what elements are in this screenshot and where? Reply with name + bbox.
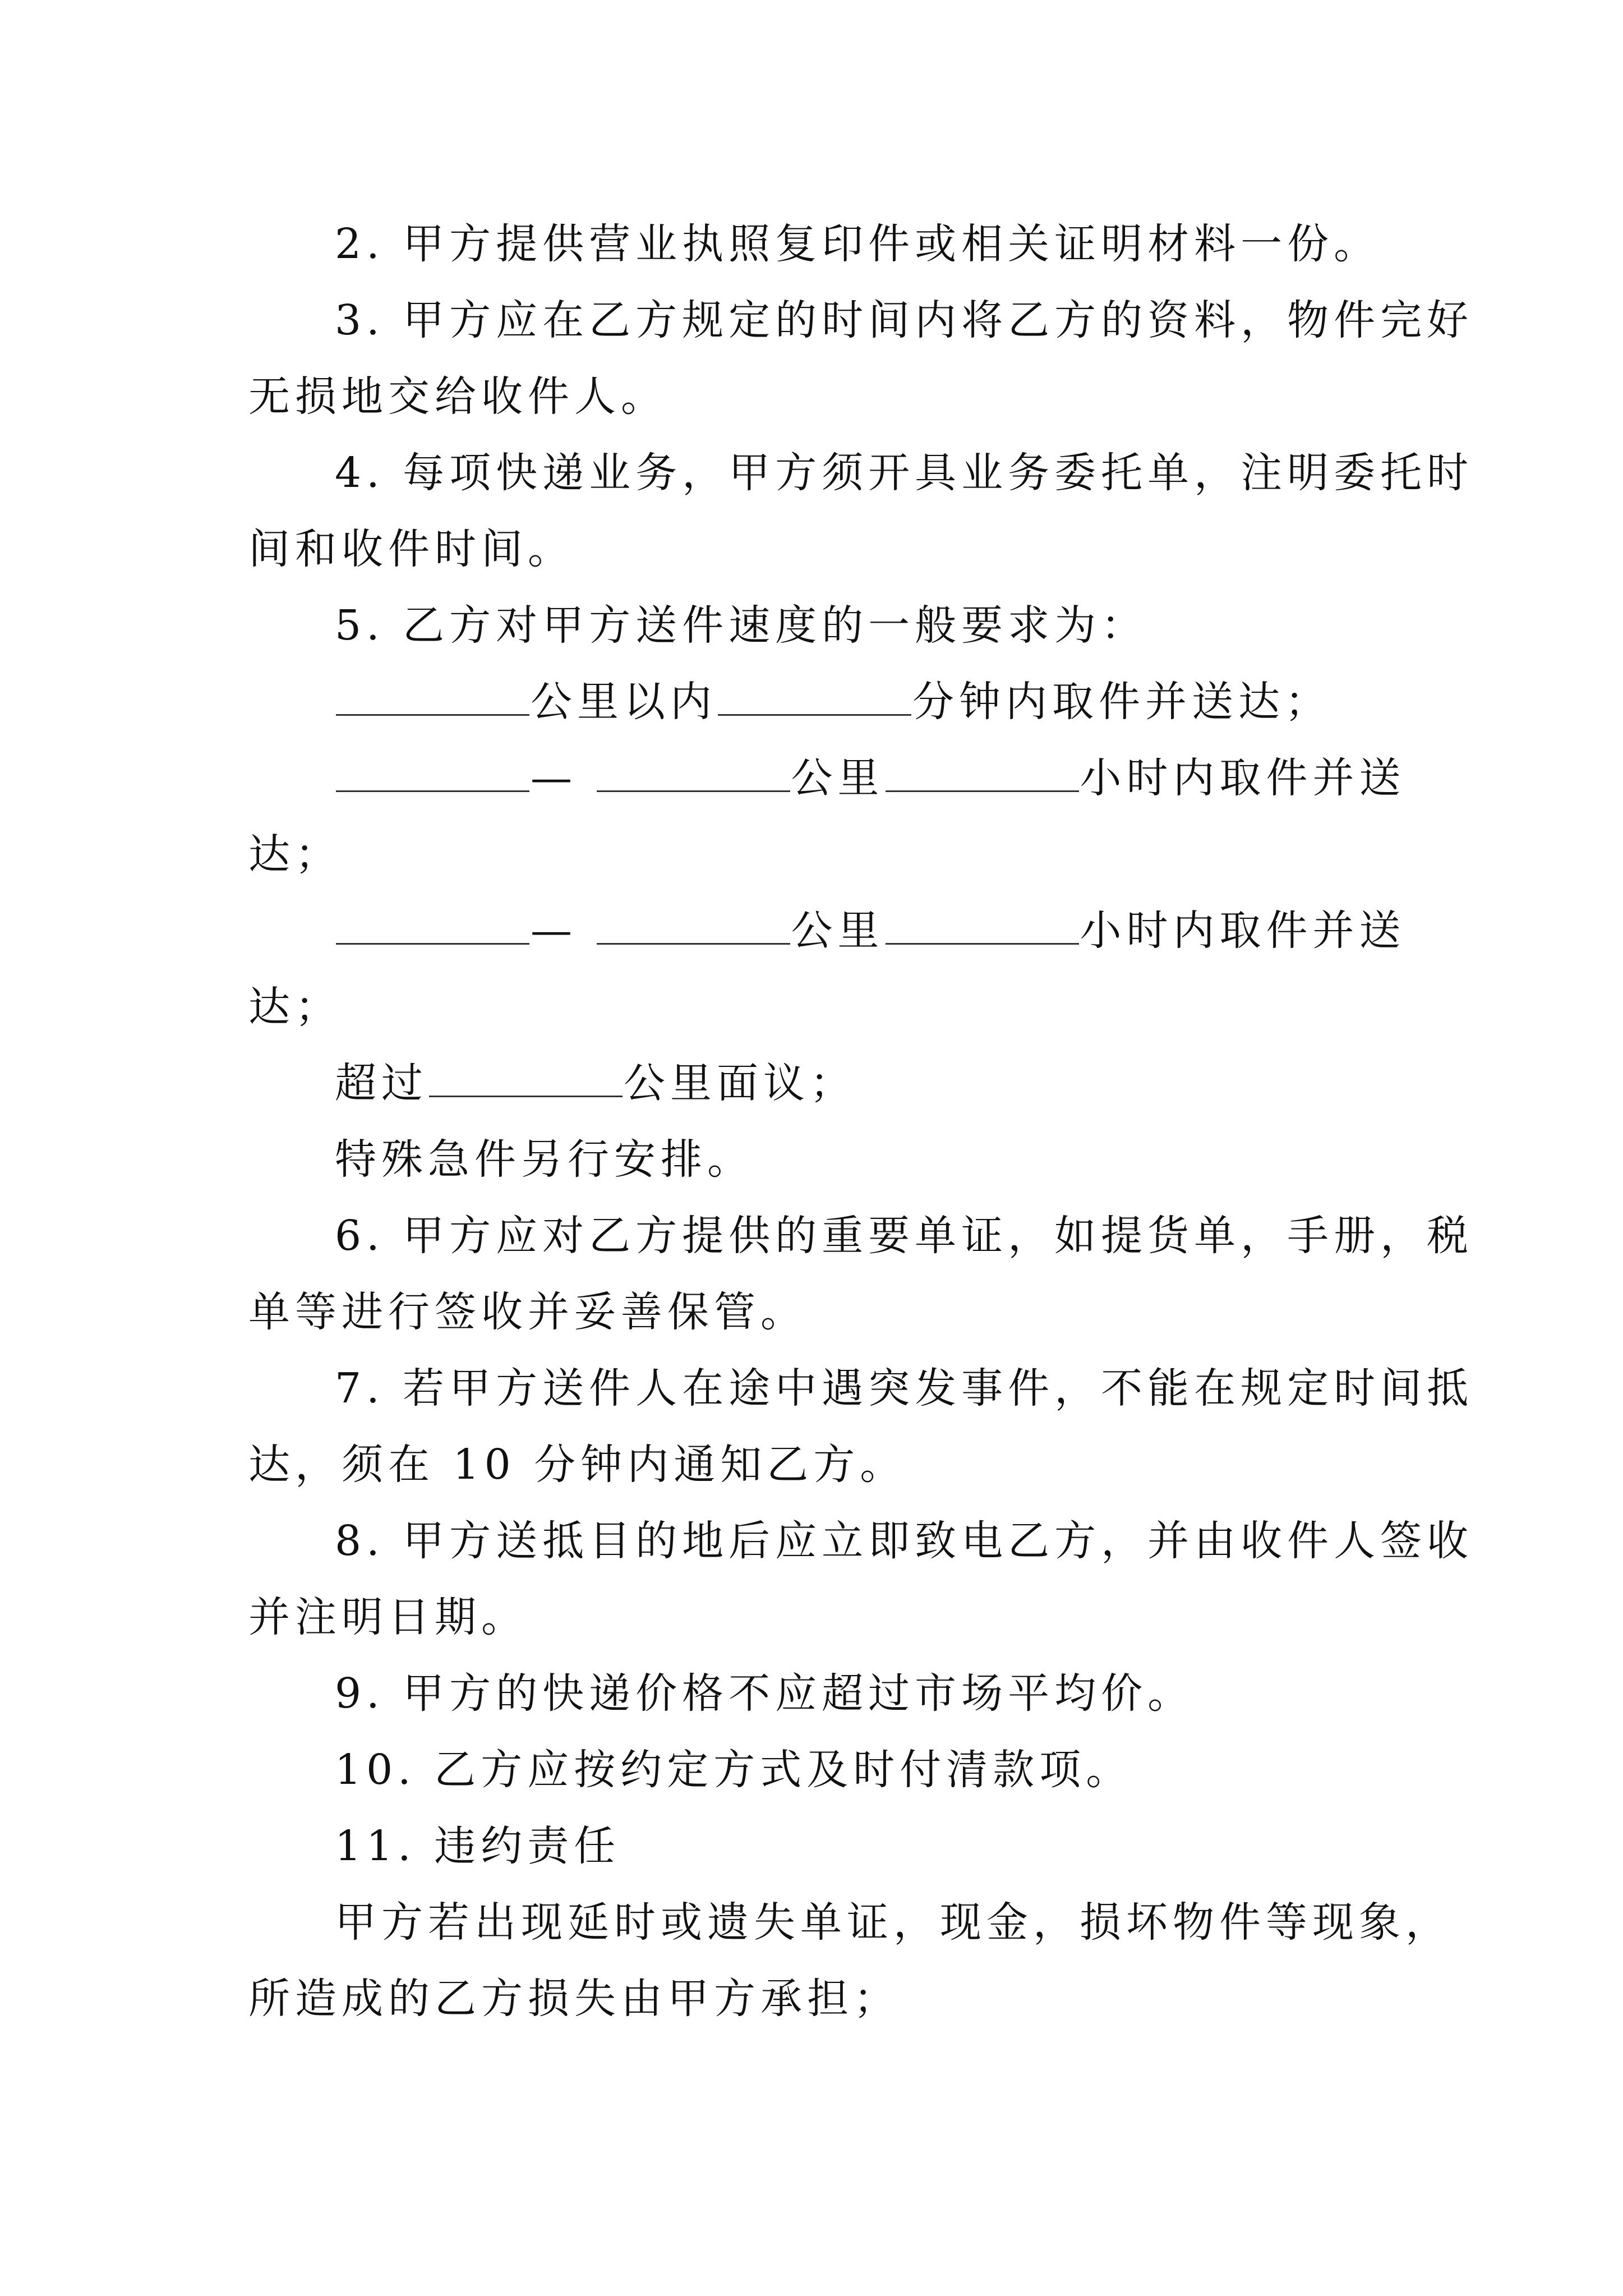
clause-11-heading: 11. 违约责任 bbox=[335, 1822, 621, 1870]
clause-8-line-2: 并注明日期。 bbox=[248, 1593, 528, 1641]
speed-requirement-5: 特殊急件另行安排。 bbox=[335, 1135, 754, 1184]
clause-5: 5. 乙方对甲方送件速度的一般要求为： bbox=[335, 601, 1148, 650]
requirement-text: 分钟内取件并送达； bbox=[912, 678, 1331, 726]
clause-8-line-1: 8. 甲方送抵目的地后应立即致电乙方，并由收件人签收 bbox=[335, 1517, 1474, 1565]
clause-7-line-2: 达，须在 10 分钟内通知乙方。 bbox=[248, 1441, 907, 1489]
clause-3-line-2: 无损地交给收件人。 bbox=[248, 372, 667, 421]
fill-blank bbox=[336, 714, 529, 716]
fill-blank bbox=[718, 714, 911, 716]
clause-3-line-1: 3. 甲方应在乙方规定的时间内将乙方的资料，物件完好 bbox=[335, 296, 1474, 344]
requirement-text: 小时内取件并送 bbox=[1080, 907, 1406, 955]
requirement-text: 公里 bbox=[791, 907, 884, 955]
speed-requirement-1 bbox=[335, 678, 1331, 726]
dash: — bbox=[531, 907, 577, 955]
fill-blank bbox=[886, 790, 1079, 792]
requirement-text: 公里以内 bbox=[531, 678, 717, 726]
clause-4-line-2: 间和收件时间。 bbox=[248, 525, 574, 573]
fill-blank bbox=[336, 942, 529, 945]
requirement-text: 超过 bbox=[335, 1059, 428, 1107]
clause-10: 10. 乙方应按约定方式及时付清款项。 bbox=[335, 1746, 1133, 1794]
clause-2: 2. 甲方提供营业执照复印件或相关证明材料一份。 bbox=[335, 220, 1381, 268]
speed-requirement-4 bbox=[335, 1059, 856, 1107]
clause-9: 9. 甲方的快递价格不应超过市场平均价。 bbox=[335, 1669, 1195, 1718]
breach-line-2: 所造成的乙方损失由甲方承担； bbox=[248, 1975, 900, 2023]
clause-7-line-1: 7. 若甲方送件人在途中遇突发事件，不能在规定时间抵 bbox=[335, 1364, 1474, 1412]
fill-blank bbox=[886, 942, 1079, 945]
requirement-text: 小时内取件并送 bbox=[1080, 754, 1406, 802]
clause-4-line-1: 4. 每项快递业务，甲方须开具业务委托单，注明委托时 bbox=[335, 449, 1474, 497]
clause-6-line-1: 6. 甲方应对乙方提供的重要单证，如提货单，手册，税 bbox=[335, 1212, 1474, 1260]
speed-requirement-3 bbox=[335, 907, 1406, 955]
breach-line-1: 甲方若出现延时或遗失单证，现金，损坏物件等现象， bbox=[335, 1898, 1452, 1947]
fill-blank bbox=[336, 790, 529, 792]
fill-blank bbox=[597, 790, 790, 792]
requirement-text: 公里 bbox=[791, 754, 884, 802]
speed-requirement-2 bbox=[335, 754, 1406, 802]
requirement-text: 公里面议； bbox=[624, 1059, 856, 1107]
fill-blank bbox=[597, 942, 790, 945]
dash: — bbox=[531, 754, 577, 802]
fill-blank bbox=[429, 1095, 623, 1097]
speed-requirement-3-cont: 达； bbox=[248, 983, 342, 1031]
speed-requirement-2-cont: 达； bbox=[248, 830, 342, 878]
clause-6-line-2: 单等进行签收并妥善保管。 bbox=[248, 1288, 807, 1336]
